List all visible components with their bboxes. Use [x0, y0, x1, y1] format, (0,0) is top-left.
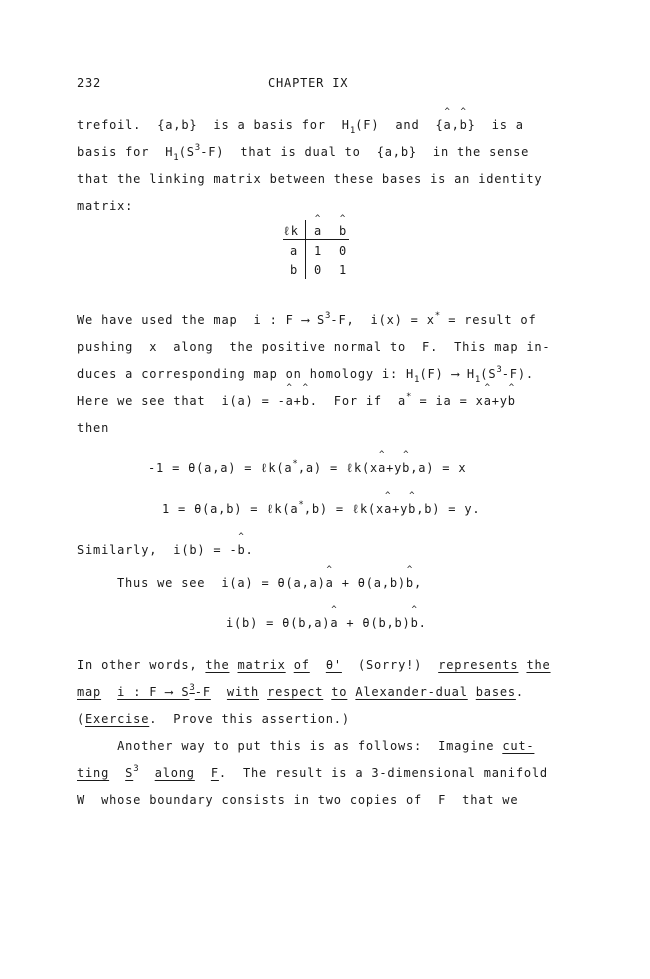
table-col-a-hat: ^ a	[314, 224, 322, 238]
page-number: 232	[77, 76, 102, 90]
table-cell: 0	[314, 263, 322, 277]
table-cell: 1	[339, 263, 347, 277]
similarly-line: Similarly, i(b) = -^ b.	[77, 542, 254, 558]
para2-line5: then	[77, 421, 110, 435]
para1-line2: basis for $H_1(S^3-F)$ that is dual to {a,b} in the sense	[77, 143, 530, 163]
table-col-b-hat: ^ b	[339, 224, 347, 238]
thus-line1: Thus we see i(a) = θ(a,a)^ a + θ(a,b)^ b,	[117, 575, 422, 591]
para3-line1: In other words, the matrix of θ' (Sorry!) represents the	[77, 658, 551, 672]
table-row-b-label: b	[290, 263, 298, 277]
equation-2: 1 = θ(a,b) = ℓk(a*,b) = ℓk(x^ a+y^ b,b) = y.	[162, 501, 480, 519]
table-vertical-rule	[305, 220, 306, 279]
table-horizontal-rule	[283, 239, 349, 240]
table-corner-label: ℓk	[283, 224, 299, 238]
para2-line2: pushing x along the positive normal to F. This map in-	[77, 340, 551, 354]
para3-line2: map i : F ⟶ $S^3-F$ with respect to Alexander-dual bases.	[77, 683, 524, 699]
chapter-heading: CHAPTER IX	[268, 76, 349, 90]
table-cell: 1	[314, 244, 322, 258]
para1-line1: trefoil. {a,b} is a basis for $H_1(F)$ and {^ a,^ b} is a	[77, 117, 524, 135]
table-cell: 0	[339, 244, 347, 258]
para3-line3: (Exercise. Prove this assertion.)	[77, 712, 350, 726]
para2-line4: Here we see that i(a) = -^ a+^ b. For if a* = ia = x^ a+y^ b	[77, 393, 516, 411]
para1-line4: matrix:	[77, 199, 134, 213]
para4-line1: Another way to put this is as follows: Imagine cut-	[77, 739, 535, 753]
para4-line3: W whose boundary consists in two copies of F that we	[77, 793, 519, 807]
thus-line2: i(b) = θ(b,a)^ a + θ(b,b)^ b.	[226, 615, 427, 631]
table-row-a-label: a	[290, 244, 298, 258]
equation-1: -1 = θ(a,a) = ℓk(a*,a) = ℓk(x^ a+y^ b,a) = x	[148, 460, 466, 478]
para4-line2: ting $S^3$ along F. The result is a 3-dimensional manifold	[77, 764, 548, 780]
para2-line1: We have used the map i : F ⟶ $S^3-F$, i(x) = x* = result of	[77, 311, 537, 327]
para1-line3: that the linking matrix between these bases is an identity	[77, 172, 543, 186]
para2-line3: duces a corresponding map on homology i: $H_1(F)$ ⟶ $H_1(S^3-F)$.	[77, 365, 534, 385]
